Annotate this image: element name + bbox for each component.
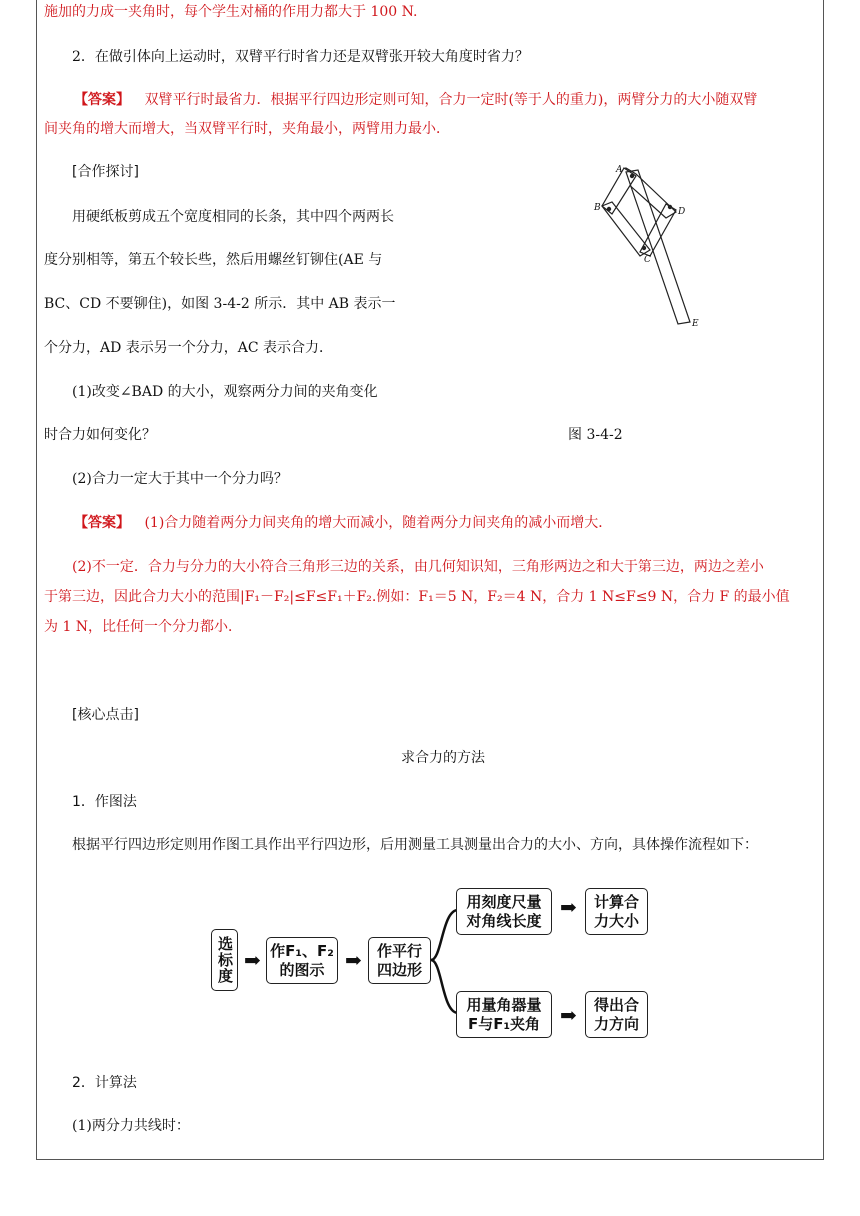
answer-tag: 【答案】 xyxy=(74,515,130,531)
method-1-heading: 1．作图法 xyxy=(72,794,137,810)
arrow-icon: ➡ xyxy=(560,895,577,919)
flow-step-parallelogram: 作平行 四边形 xyxy=(368,937,431,984)
answer-a-1-text: (1)合力随着两分力间夹角的增大而减小，随着两分力间夹角的减小而增大． xyxy=(144,515,613,531)
method-1-text: 根据平行四边形定则用作图工具作出平行四边形，后用测量工具测量出合力的大小、方向，具体操作流程如下： xyxy=(72,837,758,853)
answer-2 xyxy=(74,90,757,110)
answer-a-1 xyxy=(74,513,612,533)
flow-step-calc-magnitude: 计算合 力大小 xyxy=(585,888,648,935)
question-2: 2．在做引体向上运动时，双臂平行时省力还是双臂张开较大角度时省力？ xyxy=(72,49,529,65)
para-line-4: 个分力，AD 表示另一个分力，AC 表示合力． xyxy=(44,340,334,356)
flow-step-get-direction: 得出合 力方向 xyxy=(585,991,648,1038)
method-title: 求合力的方法 xyxy=(401,750,485,766)
flow-step-measure-length: 用刻度尺量 对角线长度 xyxy=(456,888,552,935)
para-line-3: BC、CD 不要铆住)，如图 3-4-2 所示．其中 AB 表示一 xyxy=(44,296,396,312)
sub-question-1-line-2: 时合力如何变化？ xyxy=(44,427,156,443)
arrow-icon: ➡ xyxy=(345,948,362,972)
label-b: B xyxy=(594,203,601,213)
arrow-icon: ➡ xyxy=(244,948,261,972)
label-c: C xyxy=(644,255,651,265)
arrow-icon: ➡ xyxy=(560,1003,577,1027)
sub-question-1-line-1: (1)改变∠BAD 的大小，观察两分力间的夹角变化 xyxy=(72,384,378,400)
answer-2-line-2: 间夹角的增大而增大，当双臂平行时，夹角最小，两臂用力最小． xyxy=(44,121,450,137)
flow-step-scale: 选标度 xyxy=(211,929,238,991)
answer-a-2-line-1: (2)不一定．合力与分力的大小符合三角形三边的关系，由几何知识知，三角形两边之和大于第三边，两边之差小 xyxy=(72,559,764,575)
label-e: E xyxy=(692,319,699,329)
answer-a-2-line-3: 为 1 N，比任何一个分力都小． xyxy=(44,619,243,635)
para-line-2: 度分别相等，第五个较长些，然后用螺丝钉铆住(AE 与 xyxy=(44,252,383,268)
label-d: D xyxy=(678,207,686,217)
flow-step-measure-angle: 用量角器量 F与F₁夹角 xyxy=(456,991,552,1038)
method-2-heading: 2．计算法 xyxy=(72,1075,137,1091)
prev-answer-tail: 施加的力成一夹角时，每个学生对桶的作用力都大于 100 N. xyxy=(44,4,418,20)
core-heading: [核心点击] xyxy=(72,707,139,723)
figure-3-4-2 xyxy=(590,160,720,335)
figure-caption: 图 3-4-2 xyxy=(568,427,623,443)
sub-question-2: (2)合力一定大于其中一个分力吗？ xyxy=(72,471,288,487)
answer-a-2-line-2: 于第三边，因此合力大小的范围|F₁－F₂|≤F≤F₁＋F₂.例如：F₁＝5 N，F₂＝4 N，合力 1 N≤F≤9 N，合力 F 的最小值 xyxy=(44,589,790,605)
answer-tag: 【答案】 xyxy=(74,92,130,108)
method-2-sub-1: (1)两分力共线时： xyxy=(72,1118,190,1134)
label-a: A xyxy=(616,165,623,175)
coop-heading: [合作探讨] xyxy=(72,164,139,180)
answer-2-line-1: 双臂平行时最省力．根据平行四边形定则可知，合力一定时(等于人的重力)，两臂分力的大小随双臂 xyxy=(144,92,758,108)
flow-step-draw-forces: 作F₁、F₂ 的图示 xyxy=(266,937,338,984)
para-line-1: 用硬纸板剪成五个宽度相同的长条，其中四个两两长 xyxy=(72,209,394,225)
